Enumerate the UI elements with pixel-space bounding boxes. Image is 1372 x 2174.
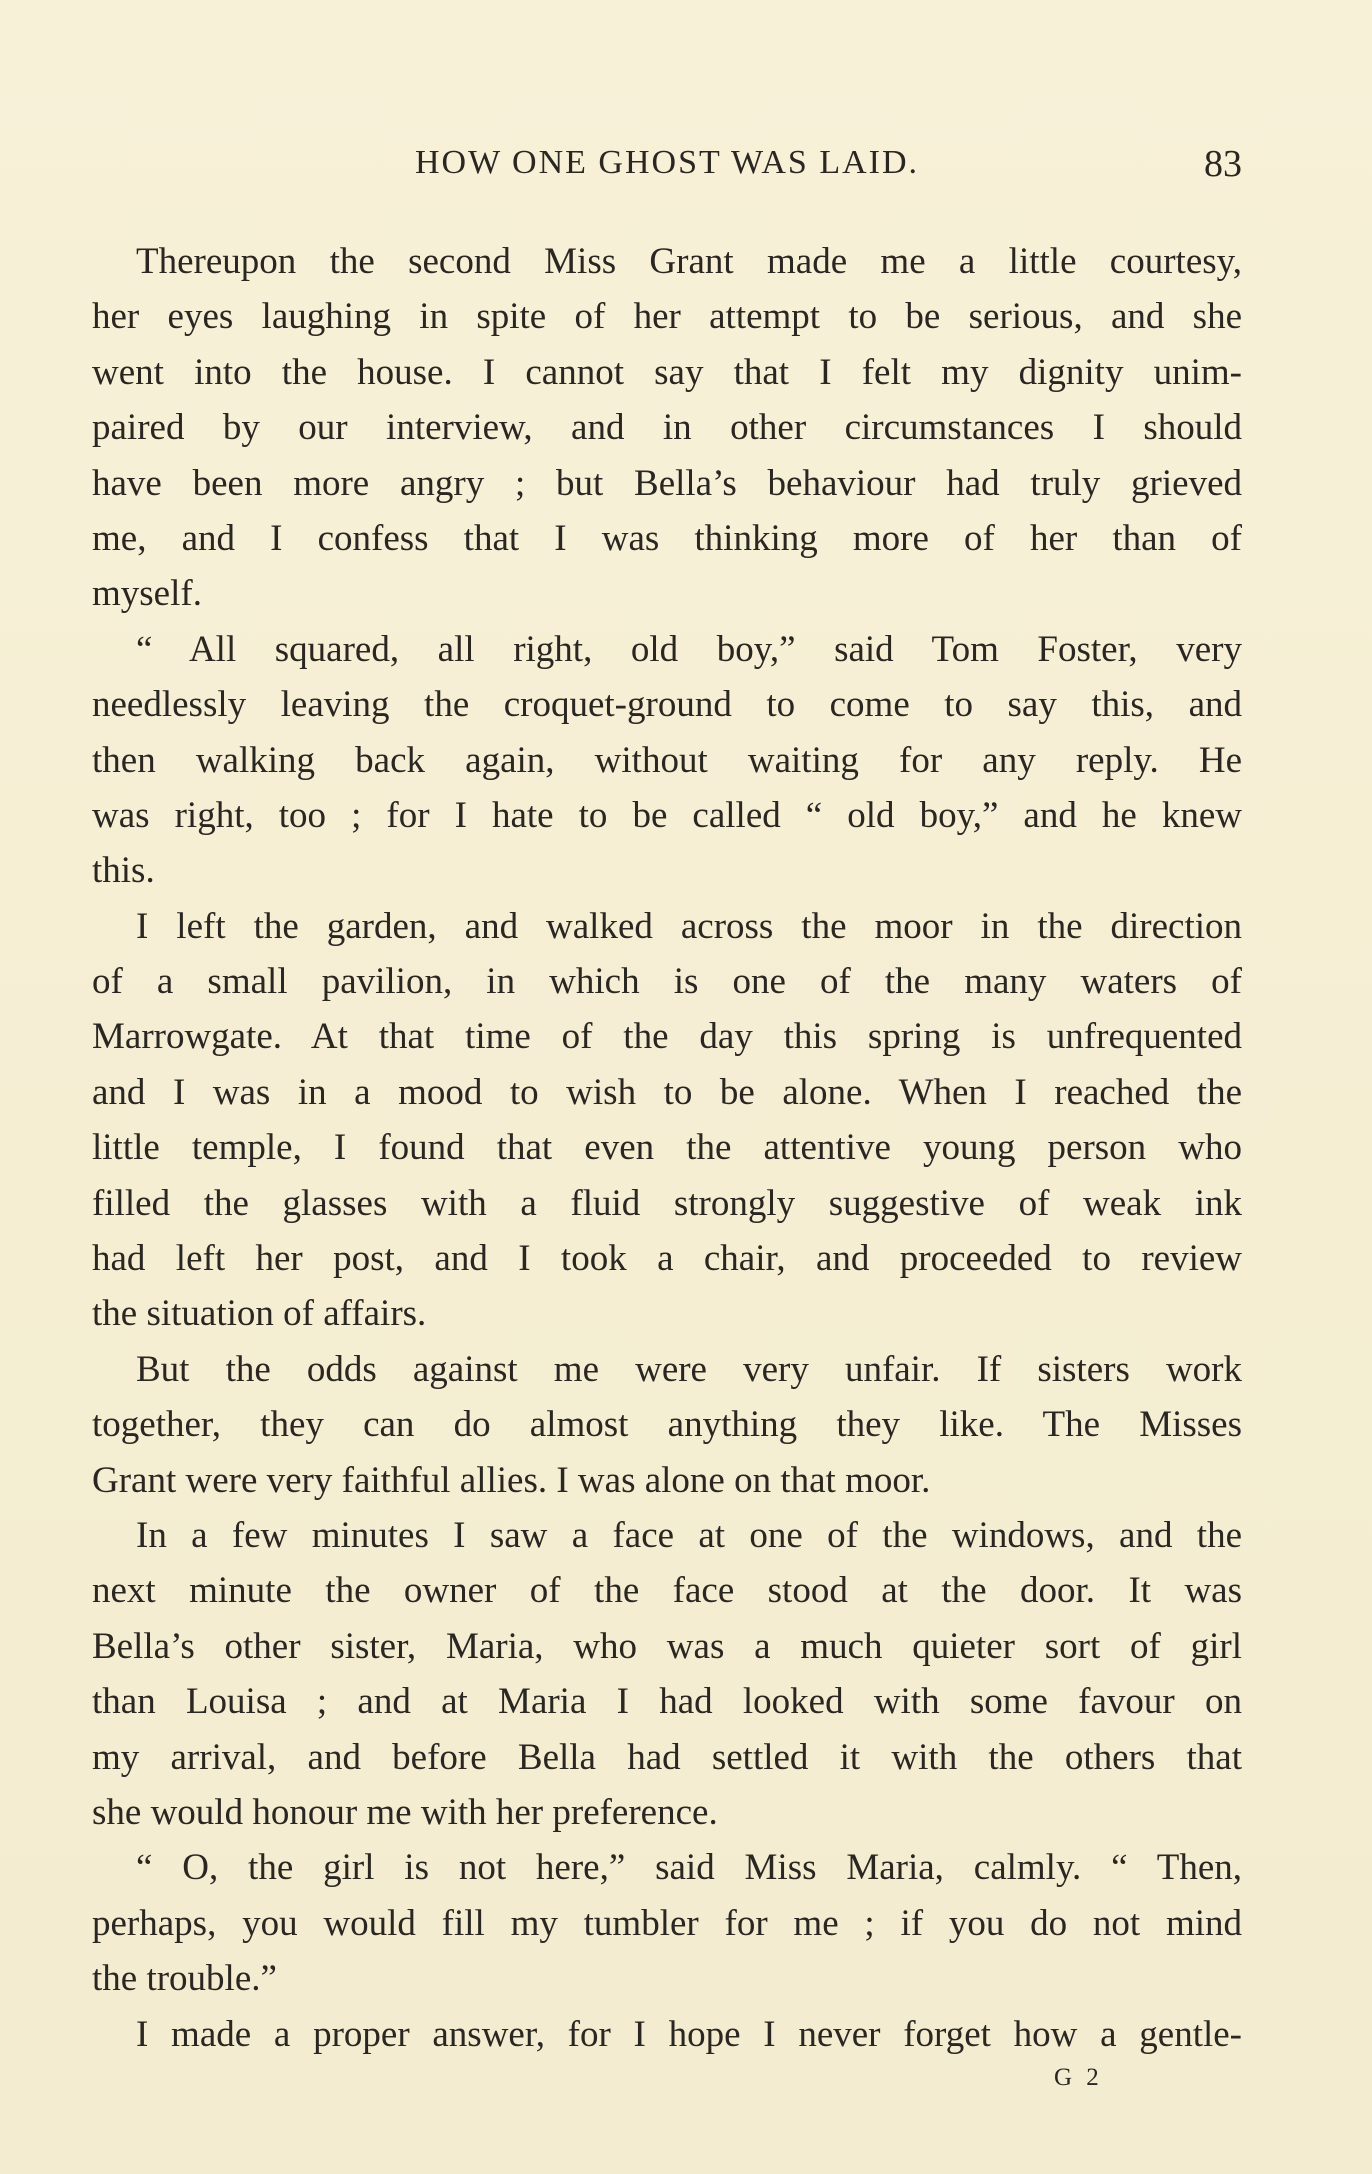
- text-line: the situation of affairs.: [92, 1293, 427, 1335]
- text-line: “ O, the girl is not here,” said Miss Maria, calmly. “ Then,: [136, 1847, 1242, 1889]
- text-line: together, they can do almost anything they like. The Misses: [92, 1404, 1242, 1446]
- text-line: next minute the owner of the face stood at the door. It was: [92, 1570, 1242, 1612]
- text-line: little temple, I found that even the attentive young person who: [92, 1127, 1242, 1169]
- text-line: Marrowgate. At that time of the day this spring is unfrequented: [92, 1016, 1242, 1058]
- text-line: But the odds against me were very unfair. If sisters work: [136, 1348, 1242, 1390]
- running-head: [92, 144, 1242, 194]
- text-line: than Louisa ; and at Maria I had looked with some favour on: [92, 1681, 1242, 1723]
- text-line: needlessly leaving the croquet-ground to come to say this, and: [92, 684, 1242, 726]
- text-line: filled the glasses with a fluid strongly suggestive of weak ink: [92, 1182, 1242, 1224]
- text-line: Grant were very faithful allies. I was alone on that moor.: [92, 1459, 931, 1501]
- text-line: this.: [92, 850, 155, 892]
- text-line: In a few minutes I saw a face at one of the windows, and the: [136, 1514, 1242, 1556]
- signature-mark: G 2: [1054, 2064, 1103, 2091]
- text-line: went into the house. I cannot say that I felt my dignity unim-: [92, 351, 1242, 393]
- text-line: Bella’s other sister, Maria, who was a much quieter sort of girl: [92, 1625, 1242, 1667]
- text-line: my arrival, and before Bella had settled it with the others that: [92, 1736, 1242, 1778]
- text-line: then walking back again, without waiting for any reply. He: [92, 739, 1242, 781]
- running-title: HOW ONE GHOST WAS LAID.: [414, 144, 920, 181]
- text-line: I left the garden, and walked across the moor in the direction: [136, 905, 1242, 947]
- text-line: “ All squared, all right, old boy,” said Tom Foster, very: [136, 628, 1242, 670]
- text-line: perhaps, you would fill my tumbler for me ; if you do not mind: [92, 1902, 1242, 1944]
- text-line: of a small pavilion, in which is one of the many waters of: [92, 961, 1242, 1003]
- text-line: her eyes laughing in spite of her attempt to be serious, and she: [92, 296, 1242, 338]
- body-text: [92, 234, 1242, 2062]
- text-line: me, and I confess that I was thinking more of her than of: [92, 517, 1242, 559]
- text-line: and I was in a mood to wish to be alone. When I reached the: [92, 1071, 1242, 1113]
- text-line: myself.: [92, 573, 202, 615]
- page-number: 83: [1204, 143, 1242, 185]
- text-line: had left her post, and I took a chair, and proceeded to review: [92, 1238, 1242, 1280]
- text-line: I made a proper answer, for I hope I never forget how a gentle-: [136, 2013, 1242, 2055]
- text-line: Thereupon the second Miss Grant made me a little courtesy,: [136, 241, 1242, 282]
- text-line: the trouble.”: [92, 1958, 277, 2000]
- text-line: was right, too ; for I hate to be called “ old boy,” and he knew: [92, 794, 1242, 836]
- text-line: have been more angry ; but Bella’s behaviour had truly grieved: [92, 462, 1242, 504]
- text-line: she would honour me with her preference.: [92, 1791, 718, 1833]
- text-line: paired by our interview, and in other circumstances I should: [92, 407, 1242, 449]
